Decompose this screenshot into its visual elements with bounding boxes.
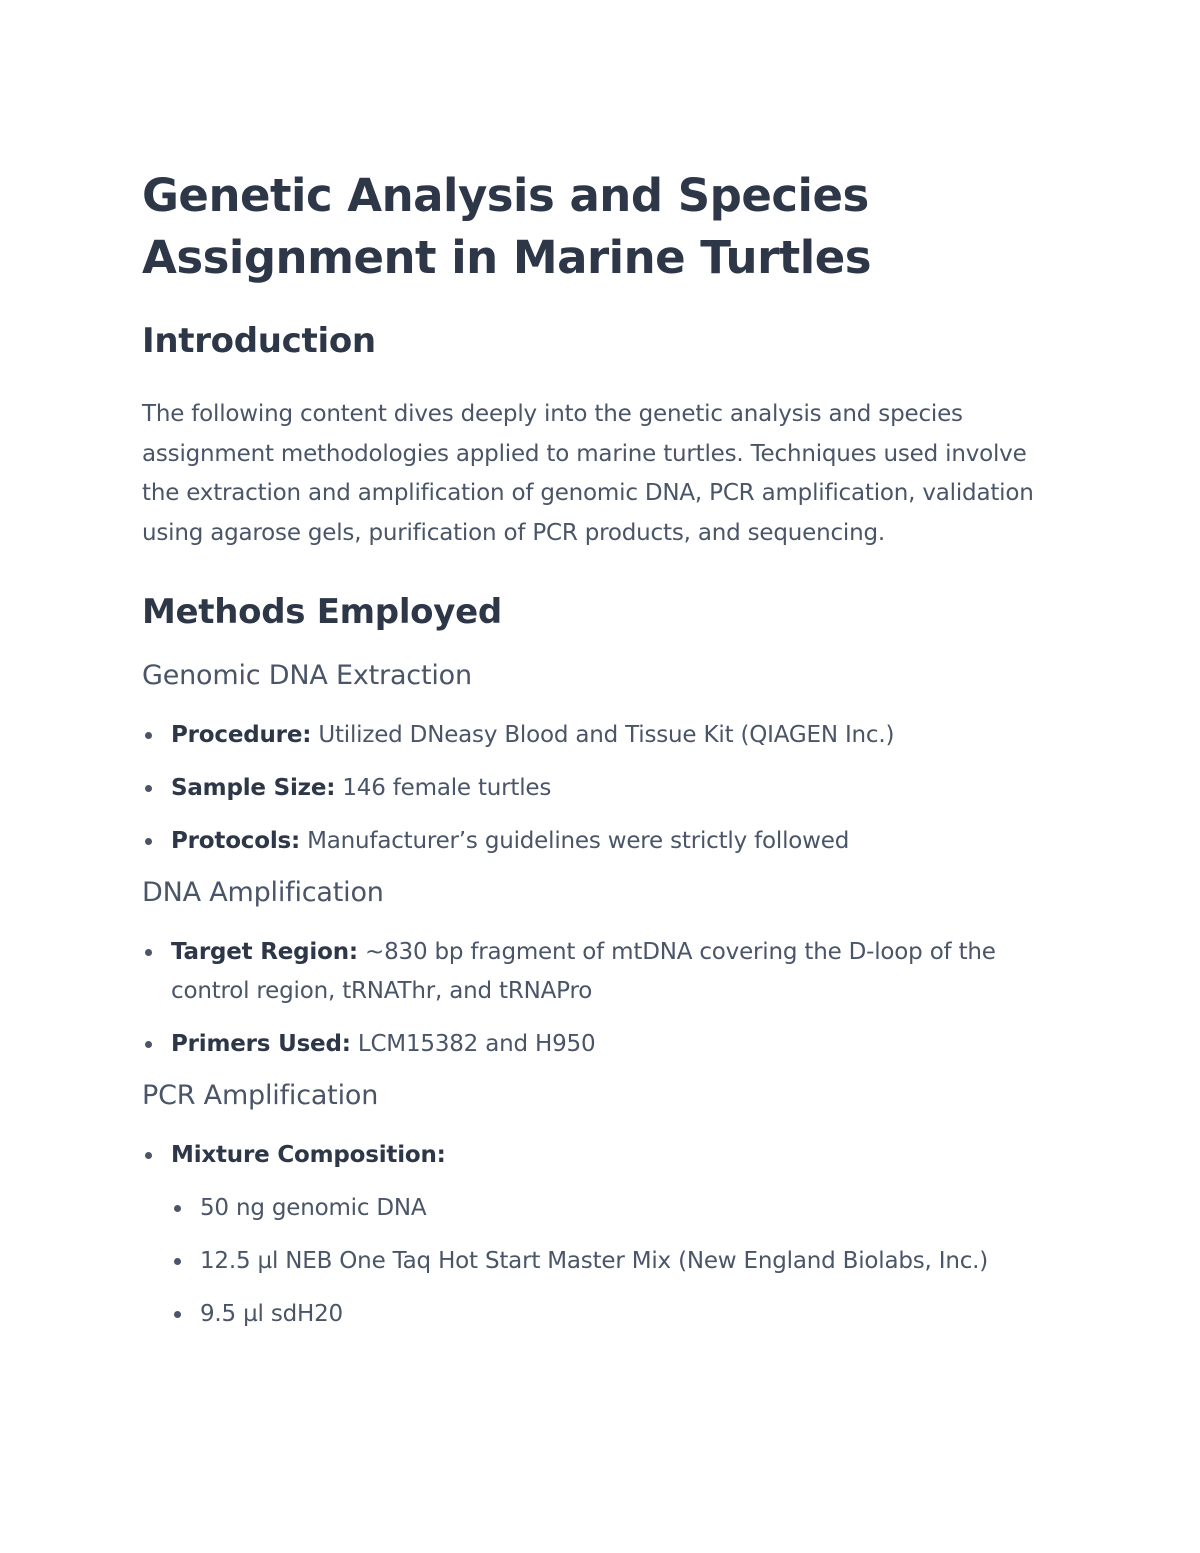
item-label: Target Region:: [171, 939, 358, 965]
list-item: [142, 716, 1062, 755]
mixture-composition-list: [171, 1189, 1062, 1334]
document-title: Genetic Analysis and Species Assignment in Marine Turtles: [142, 169, 872, 284]
mixture-composition-label: Mixture Composition:: [171, 1142, 446, 1168]
item-label: Protocols:: [171, 828, 301, 854]
list-item: [142, 1136, 1062, 1334]
genomic-dna-extraction-list: [142, 716, 1062, 861]
genomic-dna-extraction-heading: Genomic DNA Extraction: [142, 660, 472, 691]
pcr-amplification-heading: PCR Amplification: [142, 1080, 379, 1111]
document-page: [142, 165, 1062, 1348]
list-item: 50 ng genomic DNA: [171, 1189, 1062, 1228]
dna-amplification-list: [142, 933, 1062, 1064]
item-text: Utilized DNeasy Blood and Tissue Kit (QIAGEN Inc.): [311, 722, 895, 748]
item-text: 146 female turtles: [335, 775, 552, 801]
introduction-paragraph: The following content dives deeply into the genetic analysis and species assignment methodologies applied to marine turtles. Techniques used involve the extraction and amplification of genomic DNA, PCR amplification, validation using agarose gels, purification of PCR products, and sequencing.: [142, 401, 1034, 546]
methods-heading: Methods Employed: [142, 592, 502, 632]
list-item: [142, 769, 1062, 808]
item-text: ~830 bp fragment of mtDNA covering the D-loop of the control region, tRNAThr, and tRNAPro: [171, 939, 996, 1004]
list-item: [142, 933, 1062, 1011]
item-text: Manufacturer’s guidelines were strictly followed: [300, 828, 850, 854]
item-label: Procedure:: [171, 722, 312, 748]
introduction-heading: Introduction: [142, 321, 376, 361]
list-item: 9.5 µl sdH20: [171, 1295, 1062, 1334]
list-item: [142, 1025, 1062, 1064]
list-item: 12.5 µl NEB One Taq Hot Start Master Mix (New England Biolabs, Inc.): [171, 1242, 1062, 1281]
list-item: [142, 822, 1062, 861]
item-label: Primers Used:: [171, 1031, 351, 1057]
pcr-amplification-list: [142, 1136, 1062, 1334]
item-label: Sample Size:: [171, 775, 336, 801]
item-text: LCM15382 and H950: [350, 1031, 596, 1057]
dna-amplification-heading: DNA Amplification: [142, 877, 384, 908]
